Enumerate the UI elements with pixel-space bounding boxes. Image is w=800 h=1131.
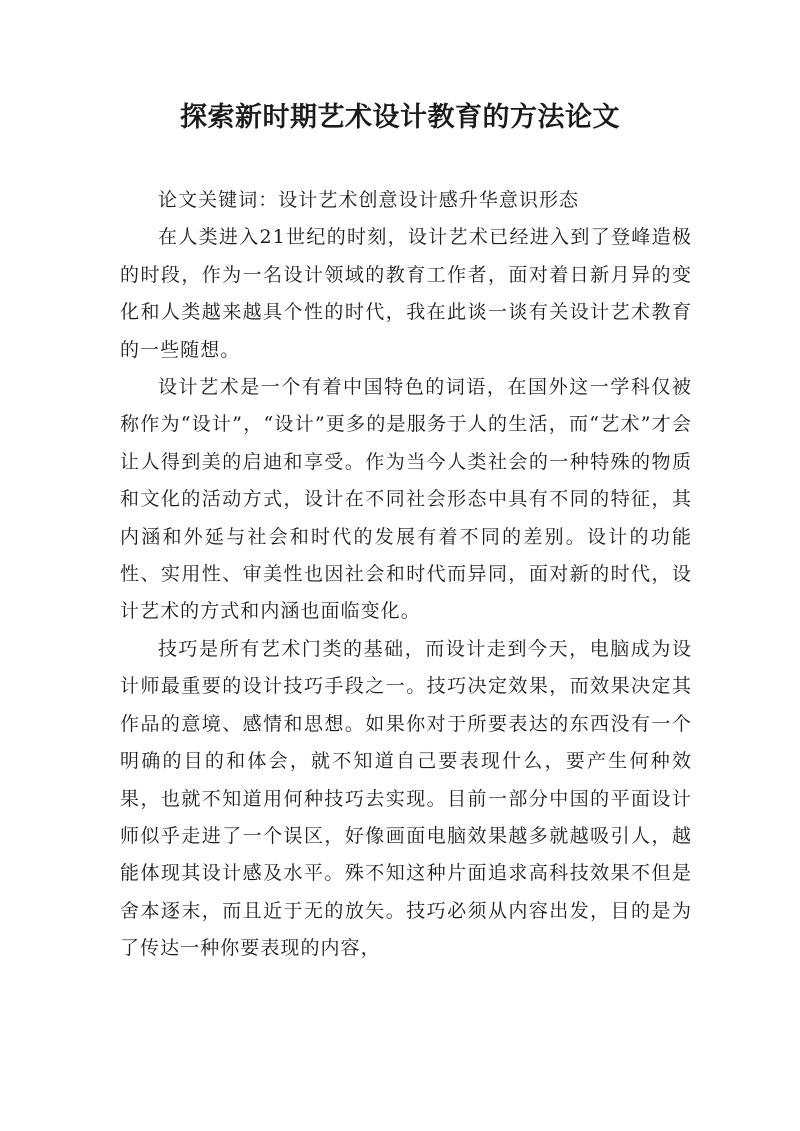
keywords-line: 论文关键词：设计艺术创意设计感升华意识形态 (158, 189, 580, 211)
document-body (120, 182, 692, 968)
paragraph-design-art: 设计艺术是一个有着中国特色的词语，在国外这一学科仅被称作为“设计”，“设计”更多的是服务于人的生活，而“艺术”才会让人得到美的启迪和享受。作为当今人类社会的一种特殊的物质和文化的活动方式，设计在不同社会形态中具有不同的特征，其内涵和外延与社会和时代的发展有着不同的差别。设计的功能性、实用性、审美性也因社会和时代而异同，面对新的时代，设计艺术的方式和内涵也面临变化。 (120, 376, 692, 623)
paragraph-intro: 在人类进入21世纪的时刻，设计艺术已经进入到了登峰造极的时段，作为一名设计领域的教育工作者，面对着日新月异的变化和人类越来越具个性的时代，我在此谈一谈有关设计艺术教育的一些随想。 (120, 226, 692, 361)
document-title: 探索新时期艺术设计教育的方法论文 (180, 102, 620, 133)
paragraph-technique: 技巧是所有艺术门类的基础，而设计走到今天，电脑成为设计师最重要的设计技巧手段之一。技巧决定效果，而效果决定其作品的意境、感情和思想。如果你对于所要表达的东西没有一个明确的目的和体会，就不知道自己要表现什么，要产生何种效果，也就不知道用何种技巧去实现。目前一部分中国的平面设计师似乎走进了一个误区，好像画面电脑效果越多就越吸引人，越能体现其设计感及水平。殊不知这种片面追求高科技效果不但是舍本逐末，而且近于无的放矢。技巧必须从内容出发，目的是为了传达一种你要表现的内容， (120, 637, 692, 960)
